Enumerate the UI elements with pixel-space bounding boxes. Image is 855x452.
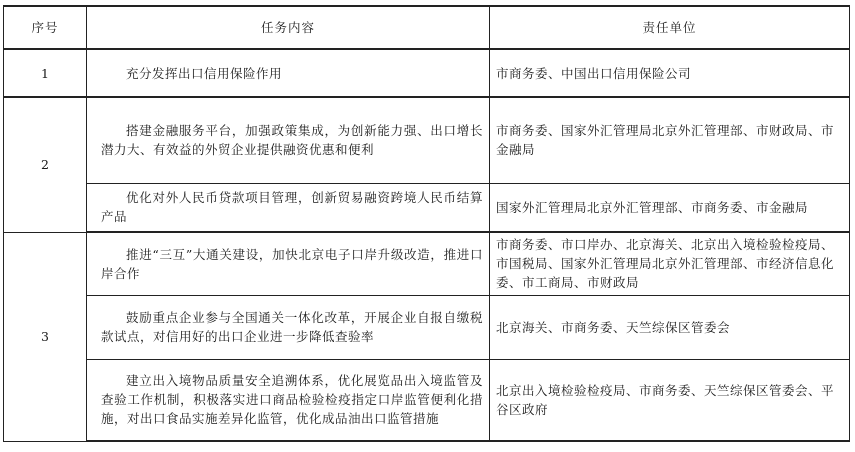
table-row — [4, 295, 850, 359]
task-cell: 推进“三互”大通关建设，加快北京电子口岸升级改造，推进口岸合作 — [87, 232, 490, 295]
unit-cell: 市商务委、中国出口信用保险公司 — [490, 49, 850, 97]
table-row — [4, 97, 850, 183]
unit-cell: 北京海关、市商务委、天竺综保区管委会 — [490, 295, 850, 359]
task-cell: 鼓励重点企业参与全国通关一体化改革，开展企业自报自缴税款试点，对信用好的出口企业进一步降低查验率 — [87, 295, 490, 359]
header-unit: 责任单位 — [490, 6, 850, 49]
table-row — [4, 232, 850, 295]
header-num: 序号 — [4, 6, 87, 49]
table-row — [4, 359, 850, 441]
task-table — [3, 5, 850, 442]
task-cell: 搭建金融服务平台，加强政策集成，为创新能力强、出口增长潜力大、有效益的外贸企业提供融资优惠和便利 — [87, 97, 490, 183]
row-number: 3 — [4, 232, 87, 441]
table-row — [4, 49, 850, 97]
table-header-row — [4, 6, 850, 49]
unit-cell: 北京出入境检验检疫局、市商务委、天竺综保区管委会、平谷区政府 — [490, 359, 850, 441]
unit-cell: 国家外汇管理局北京外汇管理部、市商务委、市金融局 — [490, 183, 850, 232]
unit-cell: 市商务委、市口岸办、北京海关、北京出入境检验检疫局、市国税局、国家外汇管理局北京外汇管理部、市经济信息化委、市工商局、市财政局 — [490, 232, 850, 295]
task-cell: 优化对外人民币贷款项目管理，创新贸易融资跨境人民币结算产品 — [87, 183, 490, 232]
unit-cell: 市商务委、国家外汇管理局北京外汇管理部、市财政局、市金融局 — [490, 97, 850, 183]
table-row — [4, 183, 850, 232]
task-cell: 充分发挥出口信用保险作用 — [87, 49, 490, 97]
row-number: 1 — [4, 49, 87, 97]
row-number: 2 — [4, 97, 87, 232]
task-cell: 建立出入境物品质量安全追溯体系，优化展览品出入境监管及查验工作机制，积极落实进口商品检验检疫指定口岸监管便利化措施，对出口食品实施差异化监管，优化成品油出口监管措施 — [87, 359, 490, 441]
header-task: 任务内容 — [87, 6, 490, 49]
